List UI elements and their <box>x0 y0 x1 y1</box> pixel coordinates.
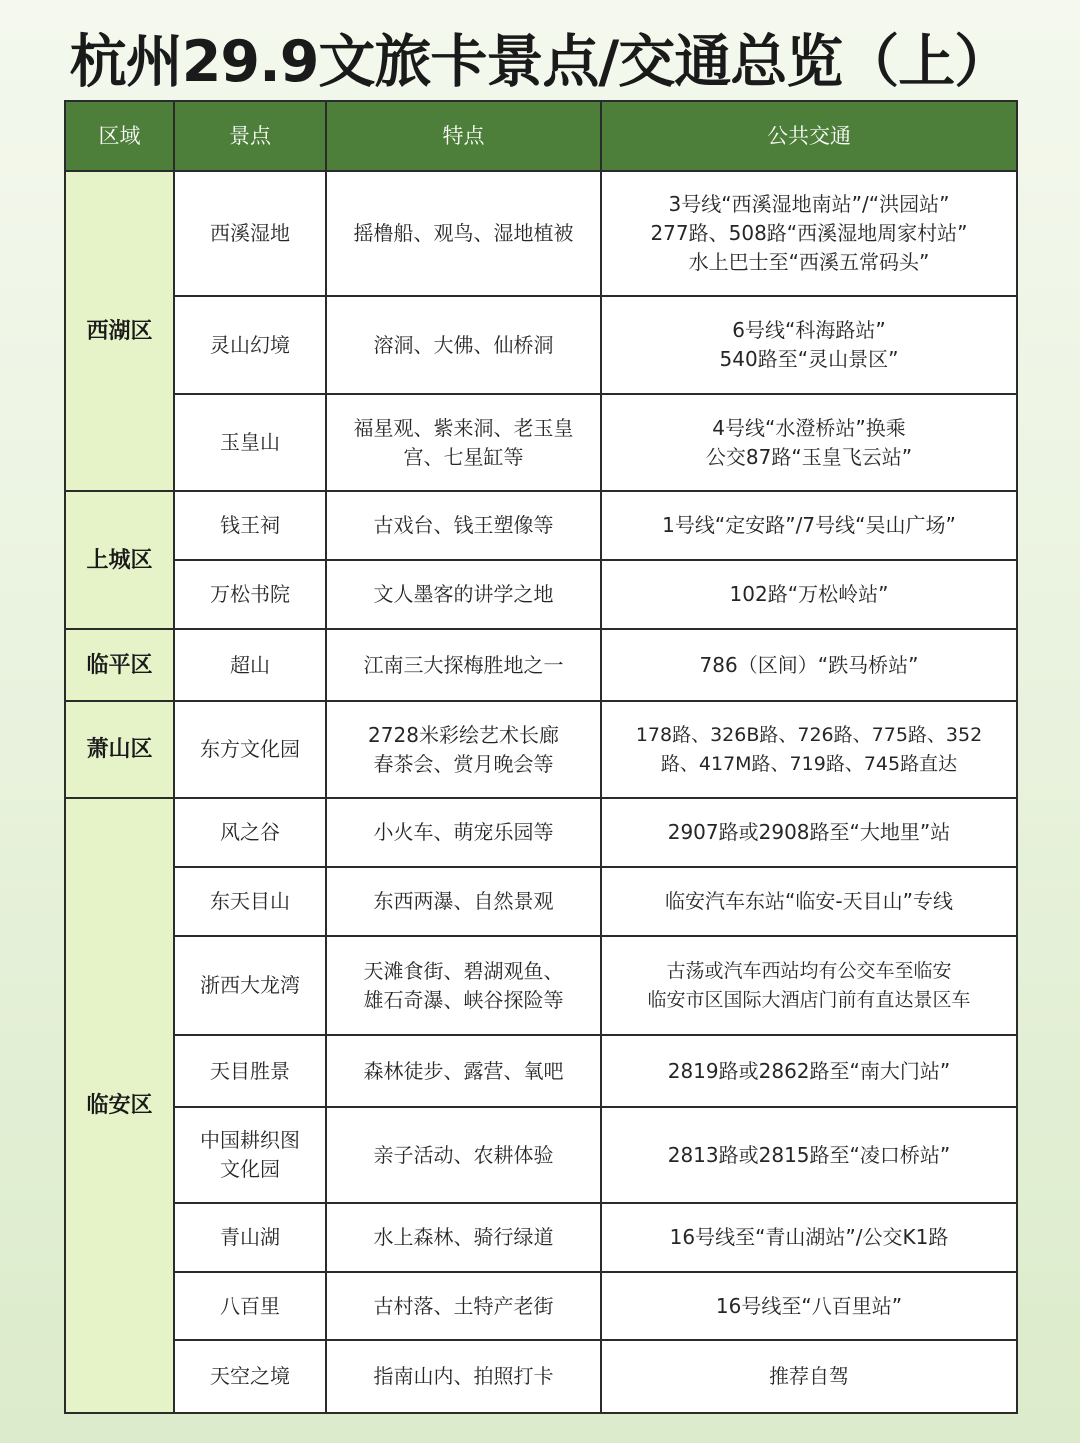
feature-cell: 2728米彩绘艺术长廊 春茶会、赏月晚会等 <box>326 701 601 798</box>
transport-cell: 2907路或2908路至“大地里”站 <box>601 798 1017 867</box>
feature-cell: 文人墨客的讲学之地 <box>326 560 601 629</box>
spot-cell: 东天目山 <box>174 867 326 936</box>
table-row <box>65 171 1017 296</box>
table-row <box>65 1107 1017 1203</box>
table-row <box>65 798 1017 867</box>
header-transport: 公共交通 <box>601 101 1017 171</box>
transport-cell: 推荐自驾 <box>601 1340 1017 1413</box>
transport-cell: 4号线“水澄桥站”换乘 公交87路“玉皇飞云站” <box>601 394 1017 491</box>
table-row <box>65 1203 1017 1272</box>
region-cell: 萧山区 <box>65 701 174 798</box>
transport-cell: 3号线“西溪湿地南站”/“洪园站” 277路、508路“西溪湿地周家村站” 水上巴士至“西溪五常码头” <box>601 171 1017 296</box>
transport-cell: 2819路或2862路至“南大门站” <box>601 1035 1017 1107</box>
table-row <box>65 867 1017 936</box>
feature-cell: 小火车、萌宠乐园等 <box>326 798 601 867</box>
spot-cell: 天空之境 <box>174 1340 326 1413</box>
region-cell: 临平区 <box>65 629 174 701</box>
feature-cell: 天滩食街、碧湖观鱼、 雄石奇瀑、峡谷探险等 <box>326 936 601 1035</box>
feature-cell: 古戏台、钱王塑像等 <box>326 491 601 560</box>
feature-cell: 森林徒步、露营、氧吧 <box>326 1035 601 1107</box>
table-row <box>65 701 1017 798</box>
header-region: 区域 <box>65 101 174 171</box>
feature-cell: 指南山内、拍照打卡 <box>326 1340 601 1413</box>
spot-cell: 玉皇山 <box>174 394 326 491</box>
table-row <box>65 560 1017 629</box>
transport-cell: 临安汽车东站“临安-天目山”专线 <box>601 867 1017 936</box>
feature-cell: 古村落、土特产老街 <box>326 1272 601 1340</box>
table-row <box>65 296 1017 394</box>
table-row <box>65 629 1017 701</box>
spot-cell: 钱王祠 <box>174 491 326 560</box>
transport-cell: 16号线至“青山湖站”/公交K1路 <box>601 1203 1017 1272</box>
transport-cell: 2813路或2815路至“凌口桥站” <box>601 1107 1017 1203</box>
spot-cell: 西溪湿地 <box>174 171 326 296</box>
transport-cell: 178路、326B路、726路、775路、352 路、417M路、719路、745路直达 <box>601 701 1017 798</box>
feature-cell: 福星观、紫来洞、老玉皇 宫、七星缸等 <box>326 394 601 491</box>
feature-cell: 江南三大探梅胜地之一 <box>326 629 601 701</box>
table-row <box>65 936 1017 1035</box>
header-feature: 特点 <box>326 101 601 171</box>
spot-cell: 青山湖 <box>174 1203 326 1272</box>
table-row <box>65 1035 1017 1107</box>
spot-cell: 中国耕织图 文化园 <box>174 1107 326 1203</box>
table-row <box>65 394 1017 491</box>
spot-cell: 浙西大龙湾 <box>174 936 326 1035</box>
table-header-row <box>65 101 1017 171</box>
transport-cell: 6号线“科海路站” 540路至“灵山景区” <box>601 296 1017 394</box>
spot-cell: 八百里 <box>174 1272 326 1340</box>
feature-cell: 溶洞、大佛、仙桥洞 <box>326 296 601 394</box>
feature-cell: 东西两瀑、自然景观 <box>326 867 601 936</box>
table-row <box>65 1340 1017 1413</box>
spot-cell: 天目胜景 <box>174 1035 326 1107</box>
region-cell: 西湖区 <box>65 171 174 491</box>
feature-cell: 亲子活动、农耕体验 <box>326 1107 601 1203</box>
spot-cell: 风之谷 <box>174 798 326 867</box>
feature-cell: 水上森林、骑行绿道 <box>326 1203 601 1272</box>
region-cell: 上城区 <box>65 491 174 629</box>
spot-cell: 东方文化园 <box>174 701 326 798</box>
transport-cell: 786（区间）“跌马桥站” <box>601 629 1017 701</box>
table-row <box>65 1272 1017 1340</box>
header-spot: 景点 <box>174 101 326 171</box>
spot-cell: 超山 <box>174 629 326 701</box>
page-title: 杭州29.9文旅卡景点/交通总览（上） <box>69 29 1011 95</box>
spot-cell: 万松书院 <box>174 560 326 629</box>
transport-cell: 16号线至“八百里站” <box>601 1272 1017 1340</box>
transport-cell: 1号线“定安路”/7号线“吴山广场” <box>601 491 1017 560</box>
spot-cell: 灵山幻境 <box>174 296 326 394</box>
transport-cell: 古荡或汽车西站均有公交车至临安 临安市区国际大酒店门前有直达景区车 <box>601 936 1017 1035</box>
table-row <box>65 491 1017 560</box>
feature-cell: 摇橹船、观鸟、湿地植被 <box>326 171 601 296</box>
transport-cell: 102路“万松岭站” <box>601 560 1017 629</box>
region-cell: 临安区 <box>65 798 174 1413</box>
overview-table <box>64 100 1018 1414</box>
